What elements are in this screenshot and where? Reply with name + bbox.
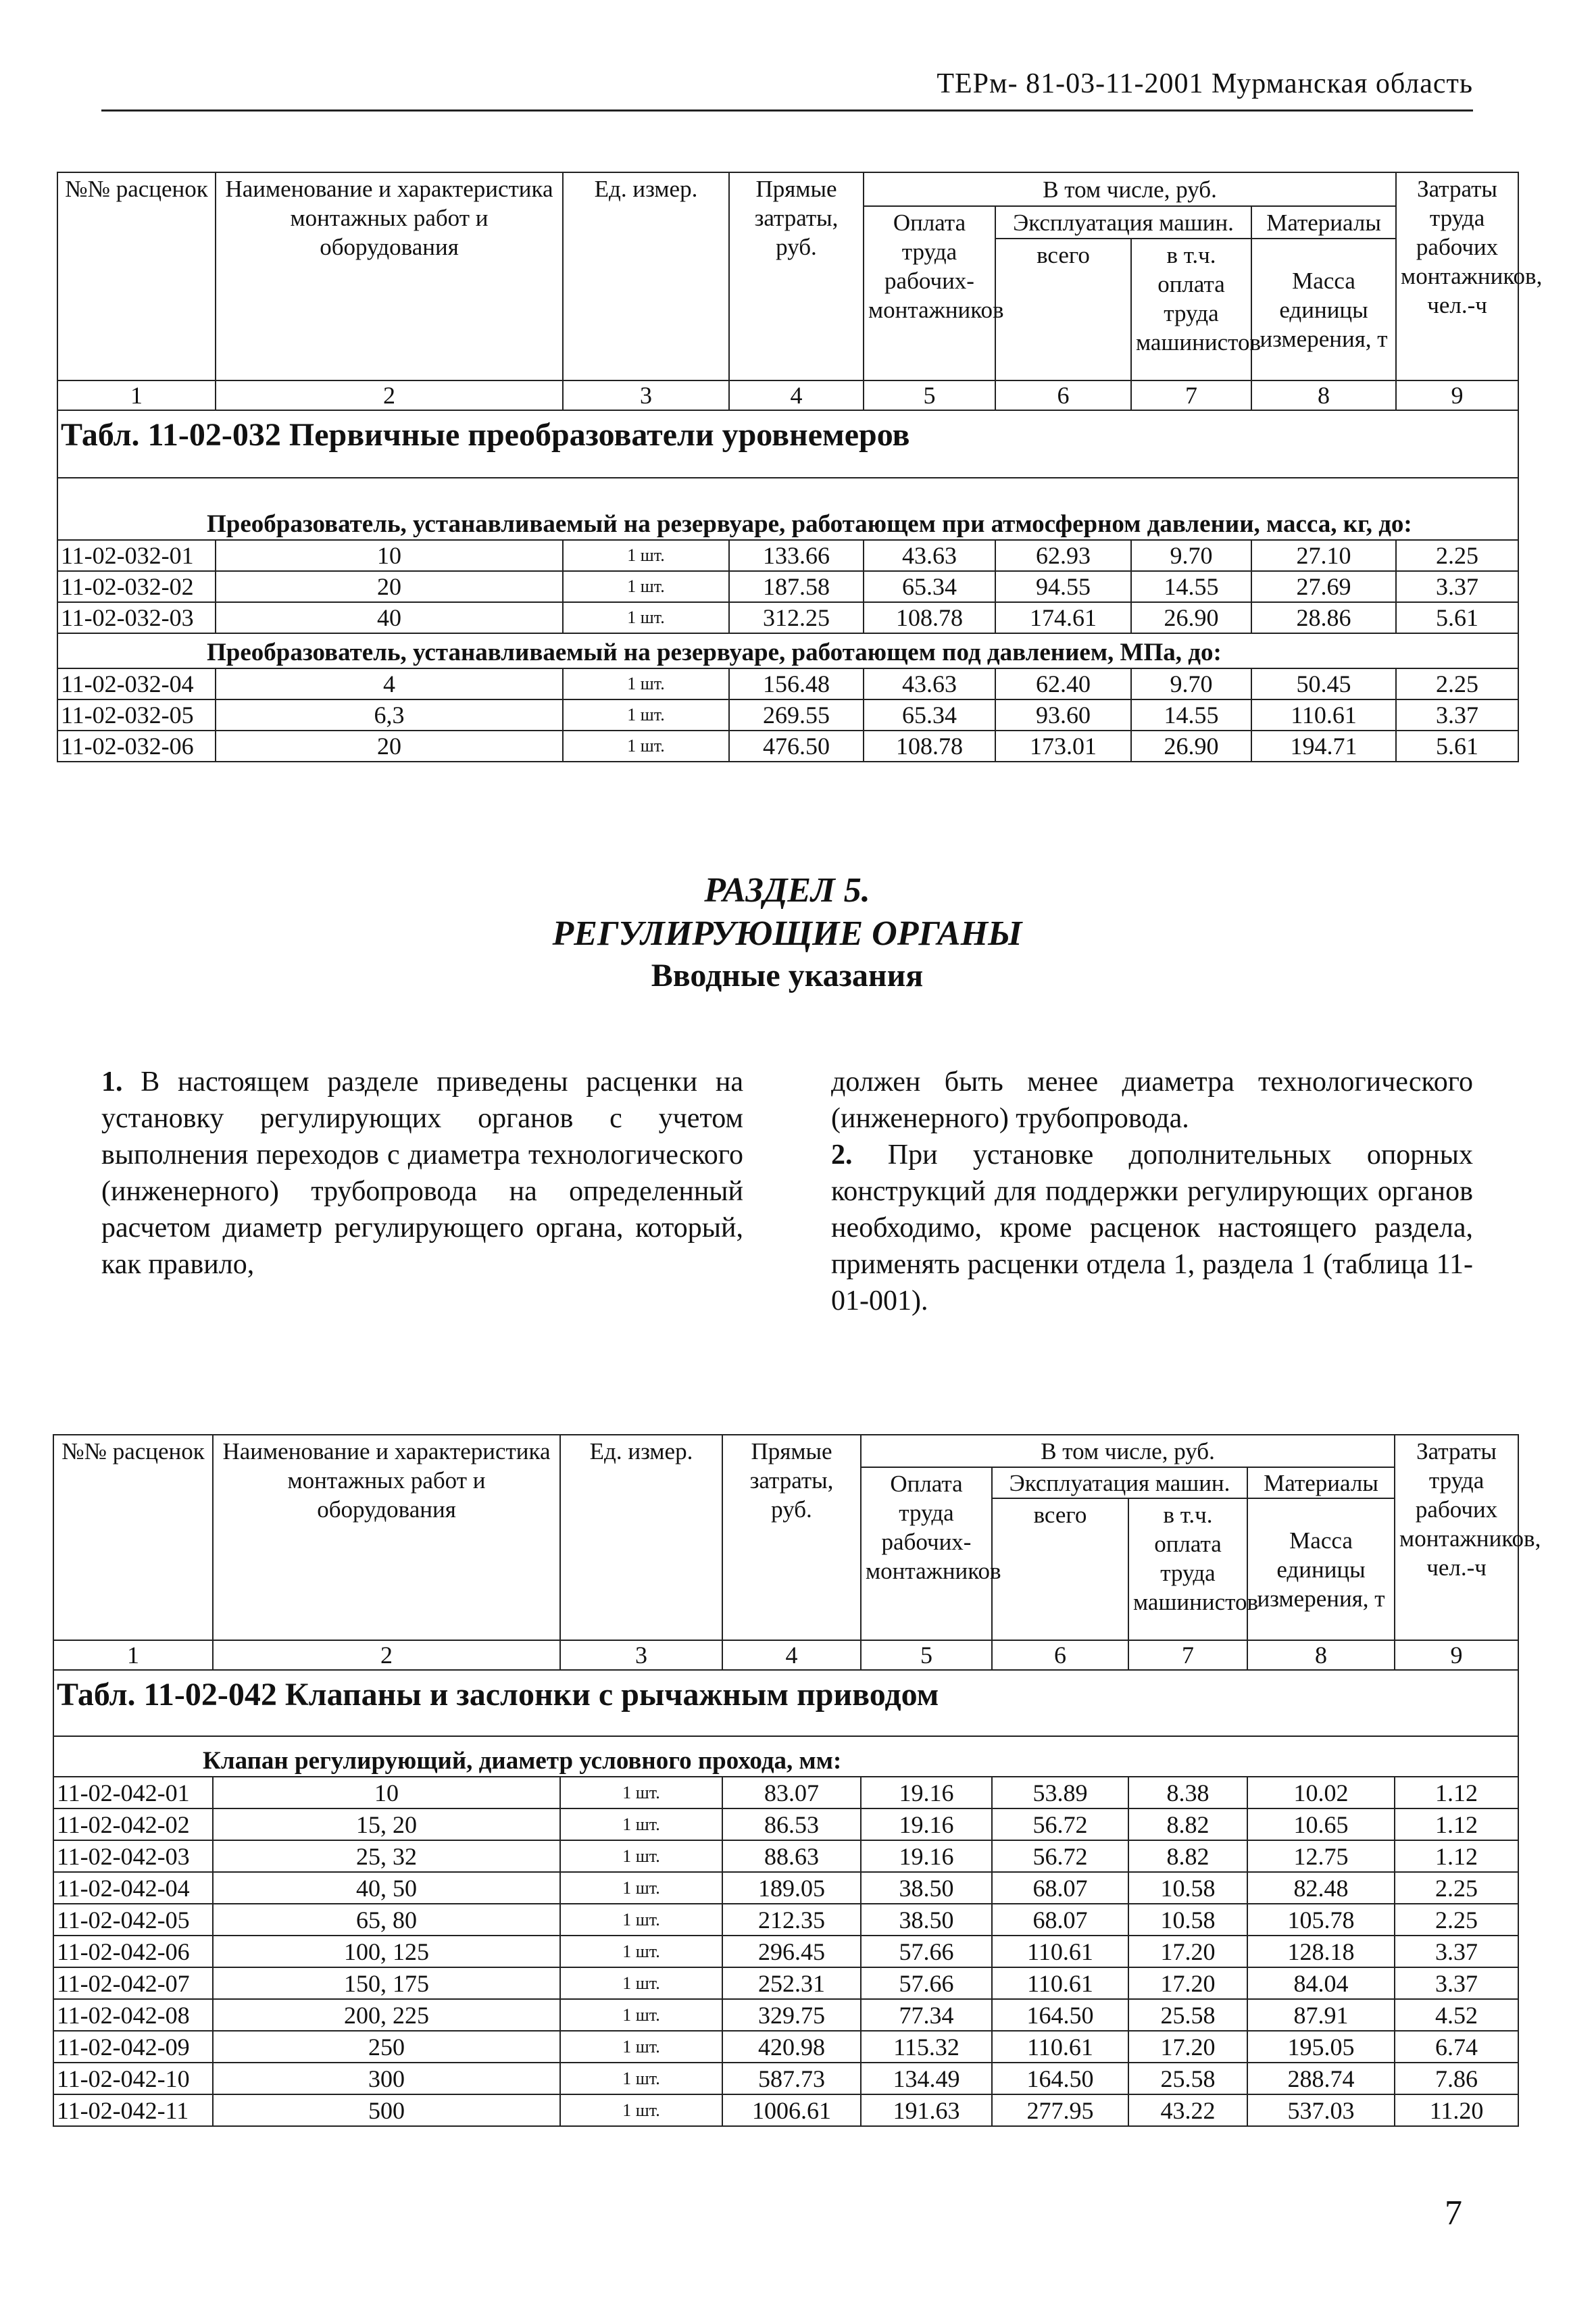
operator-pay: 26.90 <box>1131 731 1251 762</box>
rate-unit: 1 шт. <box>563 571 729 602</box>
worker-pay: 65.34 <box>864 699 995 731</box>
rate-code: 11-02-032-01 <box>57 540 216 571</box>
rate-unit: 1 шт. <box>563 699 729 731</box>
col-header-unit-mass: Масса единицы измерения, т <box>1251 239 1396 380</box>
col-header-unit-mass: Масса единицы измерения, т <box>1247 1498 1395 1640</box>
col-header-worker-pay: Оплата труда рабочих-монтажников <box>864 206 995 380</box>
unit-mass: 110.61 <box>1251 699 1396 731</box>
rate-code: 11-02-032-03 <box>57 602 216 633</box>
machine-total: 110.61 <box>992 1967 1128 1999</box>
worker-pay: 38.50 <box>861 1904 992 1936</box>
operator-pay: 26.90 <box>1131 602 1251 633</box>
rates-table-2 <box>53 1434 1541 2127</box>
table-row <box>57 731 1518 762</box>
rate-unit: 1 шт. <box>563 731 729 762</box>
labor-hours: 3.37 <box>1396 699 1518 731</box>
direct-cost: 587.73 <box>722 2063 861 2094</box>
labor-hours: 5.61 <box>1396 731 1518 762</box>
rate-unit: 1 шт. <box>560 1904 722 1936</box>
machine-total: 62.40 <box>995 668 1131 699</box>
table-row <box>53 1999 1518 2031</box>
labor-hours: 2.25 <box>1395 1904 1518 1936</box>
operator-pay: 8.38 <box>1128 1777 1247 1808</box>
table-subheading: Преобразователь, устанавливаемый на резервуаре, работающем при атмосферном давлении, масса, кг, до: <box>57 478 1518 540</box>
worker-pay: 108.78 <box>864 602 995 633</box>
unit-mass: 27.69 <box>1251 571 1396 602</box>
direct-cost: 476.50 <box>729 731 864 762</box>
rate-description: 10 <box>213 1777 560 1808</box>
table-subheading: Клапан регулирующий, диаметр условного прохода, мм: <box>53 1736 1518 1777</box>
table-row <box>57 540 1518 571</box>
rate-description: 250 <box>213 2031 560 2063</box>
col-header-code: №№ расценок <box>53 1435 213 1640</box>
labor-hours: 6.74 <box>1395 2031 1518 2063</box>
paragraph-text: В настоящем разделе приведены расценки на установку регулирующих органов с учетом выполнения переходов с диаметра технологического (инженерного) трубопровода на определенный расчетом диаметр регулирующего органа, который, как правило, <box>101 1066 744 1280</box>
table-row <box>53 1777 1518 1808</box>
rate-unit: 1 шт. <box>560 2031 722 2063</box>
operator-pay: 14.55 <box>1131 571 1251 602</box>
table-title: Табл. 11-02-032 Первичные преобразователи уровнемеров <box>57 410 1518 478</box>
operator-pay: 14.55 <box>1131 699 1251 731</box>
col-header-code: №№ расценок <box>57 172 216 380</box>
operator-pay: 8.82 <box>1128 1808 1247 1840</box>
direct-cost: 88.63 <box>722 1840 861 1872</box>
machine-total: 93.60 <box>995 699 1131 731</box>
operator-pay: 8.82 <box>1128 1840 1247 1872</box>
rate-unit: 1 шт. <box>560 2094 722 2126</box>
machine-total: 53.89 <box>992 1777 1128 1808</box>
header-rule <box>101 109 1473 112</box>
operator-pay: 9.70 <box>1131 668 1251 699</box>
machine-total: 277.95 <box>992 2094 1128 2126</box>
labor-hours: 2.25 <box>1396 668 1518 699</box>
rate-description: 25, 32 <box>213 1840 560 1872</box>
col-header-labor-hours: Затраты труда рабочих монтажников, чел.-ч <box>1395 1435 1518 1640</box>
rate-code: 11-02-042-04 <box>53 1872 213 1904</box>
table-row <box>57 602 1518 633</box>
worker-pay: 43.63 <box>864 540 995 571</box>
col-number: 3 <box>563 380 729 410</box>
worker-pay: 65.34 <box>864 571 995 602</box>
col-number: 5 <box>861 1640 992 1670</box>
unit-mass: 128.18 <box>1247 1936 1395 1967</box>
rate-code: 11-02-032-04 <box>57 668 216 699</box>
operator-pay: 17.20 <box>1128 2031 1247 2063</box>
col-header-worker-pay: Оплата труда рабочих-монтажников <box>861 1467 992 1640</box>
direct-cost: 156.48 <box>729 668 864 699</box>
rate-unit: 1 шт. <box>560 1777 722 1808</box>
col-header-group: В том числе, руб. <box>861 1435 1395 1467</box>
unit-mass: 12.75 <box>1247 1840 1395 1872</box>
operator-pay: 9.70 <box>1131 540 1251 571</box>
col-header-unit: Ед. измер. <box>563 172 729 380</box>
labor-hours: 1.12 <box>1395 1808 1518 1840</box>
intro-paragraph-1-cont: должен быть менее диаметра технологического (инженерного) трубопровода. <box>831 1066 1473 1134</box>
direct-cost: 189.05 <box>722 1872 861 1904</box>
rate-description: 15, 20 <box>213 1808 560 1840</box>
rate-description: 6,3 <box>216 699 563 731</box>
rate-code: 11-02-042-11 <box>53 2094 213 2126</box>
table-row <box>53 1967 1518 1999</box>
direct-cost: 187.58 <box>729 571 864 602</box>
direct-cost: 83.07 <box>722 1777 861 1808</box>
section-number: РАЗДЕЛ 5. <box>704 871 870 910</box>
machine-total: 164.50 <box>992 2063 1128 2094</box>
col-number: 5 <box>864 380 995 410</box>
direct-cost: 269.55 <box>729 699 864 731</box>
unit-mass: 288.74 <box>1247 2063 1395 2094</box>
operator-pay: 25.58 <box>1128 1999 1247 2031</box>
operator-pay: 17.20 <box>1128 1967 1247 1999</box>
col-header-machine-total: всего <box>995 239 1131 380</box>
rate-unit: 1 шт. <box>560 1840 722 1872</box>
worker-pay: 38.50 <box>861 1872 992 1904</box>
unit-mass: 87.91 <box>1247 1999 1395 2031</box>
rate-unit: 1 шт. <box>560 1936 722 1967</box>
col-number: 9 <box>1396 380 1518 410</box>
unit-mass: 105.78 <box>1247 1904 1395 1936</box>
col-number: 2 <box>213 1640 560 1670</box>
col-header-machine-exploitation: Эксплуатация машин. <box>995 206 1251 239</box>
col-header-operator-pay: в т.ч. оплата труда машинистов <box>1131 239 1251 380</box>
labor-hours: 11.20 <box>1395 2094 1518 2126</box>
operator-pay: 17.20 <box>1128 1936 1247 1967</box>
labor-hours: 3.37 <box>1395 1967 1518 1999</box>
worker-pay: 57.66 <box>861 1967 992 1999</box>
unit-mass: 195.05 <box>1247 2031 1395 2063</box>
rate-description: 40, 50 <box>213 1872 560 1904</box>
direct-cost: 133.66 <box>729 540 864 571</box>
rate-code: 11-02-042-09 <box>53 2031 213 2063</box>
worker-pay: 19.16 <box>861 1808 992 1840</box>
col-header-group: В том числе, руб. <box>864 172 1396 206</box>
section-title: РЕГУЛИРУЮЩИЕ ОРГАНЫ <box>552 914 1022 953</box>
rate-code: 11-02-042-03 <box>53 1840 213 1872</box>
unit-mass: 537.03 <box>1247 2094 1395 2126</box>
worker-pay: 108.78 <box>864 731 995 762</box>
table-row <box>53 1808 1518 1840</box>
table-row <box>53 2094 1518 2126</box>
operator-pay: 25.58 <box>1128 2063 1247 2094</box>
worker-pay: 115.32 <box>861 2031 992 2063</box>
labor-hours: 1.12 <box>1395 1777 1518 1808</box>
unit-mass: 84.04 <box>1247 1967 1395 1999</box>
rate-description: 65, 80 <box>213 1904 560 1936</box>
col-number: 7 <box>1131 380 1251 410</box>
machine-total: 174.61 <box>995 602 1131 633</box>
labor-hours: 4.52 <box>1395 1999 1518 2031</box>
table-subheading: Преобразователь, устанавливаемый на резервуаре, работающем под давлением, МПа, до: <box>57 633 1518 668</box>
rate-unit: 1 шт. <box>563 540 729 571</box>
unit-mass: 10.02 <box>1247 1777 1395 1808</box>
machine-total: 110.61 <box>992 2031 1128 2063</box>
paragraph-number: 2. <box>831 1139 853 1171</box>
worker-pay: 134.49 <box>861 2063 992 2094</box>
rate-unit: 1 шт. <box>563 602 729 633</box>
rate-code: 11-02-042-10 <box>53 2063 213 2094</box>
worker-pay: 57.66 <box>861 1936 992 1967</box>
paragraph-number: 1. <box>101 1066 123 1098</box>
operator-pay: 43.22 <box>1128 2094 1247 2126</box>
rates-table-1 <box>57 172 1543 762</box>
rate-description: 300 <box>213 2063 560 2094</box>
direct-cost: 312.25 <box>729 602 864 633</box>
unit-mass: 50.45 <box>1251 668 1396 699</box>
labor-hours: 3.37 <box>1396 571 1518 602</box>
rate-description: 10 <box>216 540 563 571</box>
col-header-unit: Ед. измер. <box>560 1435 722 1640</box>
machine-total: 62.93 <box>995 540 1131 571</box>
rate-unit: 1 шт. <box>560 1872 722 1904</box>
section-subtitle: Вводные указания <box>651 958 924 993</box>
rate-unit: 1 шт. <box>560 1808 722 1840</box>
col-number: 8 <box>1251 380 1396 410</box>
rate-code: 11-02-032-05 <box>57 699 216 731</box>
unit-mass: 28.86 <box>1251 602 1396 633</box>
unit-mass: 10.65 <box>1247 1808 1395 1840</box>
unit-mass: 27.10 <box>1251 540 1396 571</box>
labor-hours: 2.25 <box>1396 540 1518 571</box>
table-row <box>53 1840 1518 1872</box>
rate-code: 11-02-042-05 <box>53 1904 213 1936</box>
col-number: 1 <box>57 380 216 410</box>
col-number: 6 <box>995 380 1131 410</box>
rate-code: 11-02-042-07 <box>53 1967 213 1999</box>
rate-description: 20 <box>216 571 563 602</box>
col-header-materials: Материалы <box>1247 1467 1395 1498</box>
rate-unit: 1 шт. <box>560 2063 722 2094</box>
paragraph-text: При установке дополнительных опорных конструкций для поддержки регулирующих органов необходимо, кроме расценок настоящего раздела, применять расценки отдела 1, раздела 1 (таблица 11-01-001). <box>831 1139 1473 1316</box>
col-number: 4 <box>729 380 864 410</box>
rate-unit: 1 шт. <box>560 1967 722 1999</box>
rate-description: 100, 125 <box>213 1936 560 1967</box>
rate-description: 150, 175 <box>213 1967 560 1999</box>
rate-code: 11-02-042-08 <box>53 1999 213 2031</box>
rate-description: 500 <box>213 2094 560 2126</box>
table-row <box>57 699 1518 731</box>
rate-description: 20 <box>216 731 563 762</box>
worker-pay: 19.16 <box>861 1840 992 1872</box>
table-row <box>57 668 1518 699</box>
rate-unit: 1 шт. <box>563 668 729 699</box>
machine-total: 68.07 <box>992 1904 1128 1936</box>
col-header-name: Наименование и характеристика монтажных работ и оборудования <box>216 172 563 380</box>
col-header-name: Наименование и характеристика монтажных работ и оборудования <box>213 1435 560 1640</box>
col-number: 4 <box>722 1640 861 1670</box>
rate-description: 200, 225 <box>213 1999 560 2031</box>
rate-code: 11-02-042-02 <box>53 1808 213 1840</box>
worker-pay: 43.63 <box>864 668 995 699</box>
unit-mass: 82.48 <box>1247 1872 1395 1904</box>
labor-hours: 3.37 <box>1395 1936 1518 1967</box>
running-header: ТЕРм- 81-03-11-2001 Мурманская область <box>937 68 1473 99</box>
intro-left-column <box>101 1064 743 1283</box>
labor-hours: 5.61 <box>1396 602 1518 633</box>
operator-pay: 10.58 <box>1128 1872 1247 1904</box>
direct-cost: 1006.61 <box>722 2094 861 2126</box>
rate-description: 40 <box>216 602 563 633</box>
intro-paragraph-2 <box>831 1137 1473 1319</box>
table-row <box>53 2063 1518 2094</box>
col-header-operator-pay: в т.ч. оплата труда машинистов <box>1128 1498 1247 1640</box>
machine-total: 94.55 <box>995 571 1131 602</box>
col-number: 8 <box>1247 1640 1395 1670</box>
labor-hours: 7.86 <box>1395 2063 1518 2094</box>
direct-cost: 296.45 <box>722 1936 861 1967</box>
machine-total: 56.72 <box>992 1840 1128 1872</box>
machine-total: 164.50 <box>992 1999 1128 2031</box>
direct-cost: 86.53 <box>722 1808 861 1840</box>
col-header-machine-exploitation: Эксплуатация машин. <box>992 1467 1247 1498</box>
rate-code: 11-02-032-06 <box>57 731 216 762</box>
col-number: 6 <box>992 1640 1128 1670</box>
intro-paragraph-1 <box>101 1064 743 1283</box>
col-header-machine-total: всего <box>992 1498 1128 1640</box>
direct-cost: 212.35 <box>722 1904 861 1936</box>
rate-description: 4 <box>216 668 563 699</box>
col-number: 1 <box>53 1640 213 1670</box>
direct-cost: 420.98 <box>722 2031 861 2063</box>
rate-unit: 1 шт. <box>560 1999 722 2031</box>
col-number: 2 <box>216 380 563 410</box>
operator-pay: 10.58 <box>1128 1904 1247 1936</box>
col-header-labor-hours: Затраты труда рабочих монтажников, чел.-ч <box>1396 172 1518 380</box>
machine-total: 110.61 <box>992 1936 1128 1967</box>
labor-hours: 2.25 <box>1395 1872 1518 1904</box>
worker-pay: 191.63 <box>861 2094 992 2126</box>
col-header-direct-cost: Прямые затраты, руб. <box>729 172 864 380</box>
col-header-materials: Материалы <box>1251 206 1396 239</box>
rate-code: 11-02-042-06 <box>53 1936 213 1967</box>
unit-mass: 194.71 <box>1251 731 1396 762</box>
table-title: Табл. 11-02-042 Клапаны и заслонки с рычажным приводом <box>53 1670 1518 1736</box>
col-number: 9 <box>1395 1640 1518 1670</box>
machine-total: 173.01 <box>995 731 1131 762</box>
table-row <box>53 1936 1518 1967</box>
rate-code: 11-02-032-02 <box>57 571 216 602</box>
table-row <box>57 571 1518 602</box>
col-header-direct-cost: Прямые затраты, руб. <box>722 1435 861 1640</box>
labor-hours: 1.12 <box>1395 1840 1518 1872</box>
machine-total: 68.07 <box>992 1872 1128 1904</box>
col-number: 7 <box>1128 1640 1247 1670</box>
direct-cost: 329.75 <box>722 1999 861 2031</box>
page-number: 7 <box>1445 2194 1462 2232</box>
table-row <box>53 2031 1518 2063</box>
worker-pay: 77.34 <box>861 1999 992 2031</box>
table-row <box>53 1904 1518 1936</box>
table-row <box>53 1872 1518 1904</box>
worker-pay: 19.16 <box>861 1777 992 1808</box>
intro-right-column <box>831 1064 1473 1319</box>
col-number: 3 <box>560 1640 722 1670</box>
direct-cost: 252.31 <box>722 1967 861 1999</box>
machine-total: 56.72 <box>992 1808 1128 1840</box>
rate-code: 11-02-042-01 <box>53 1777 213 1808</box>
